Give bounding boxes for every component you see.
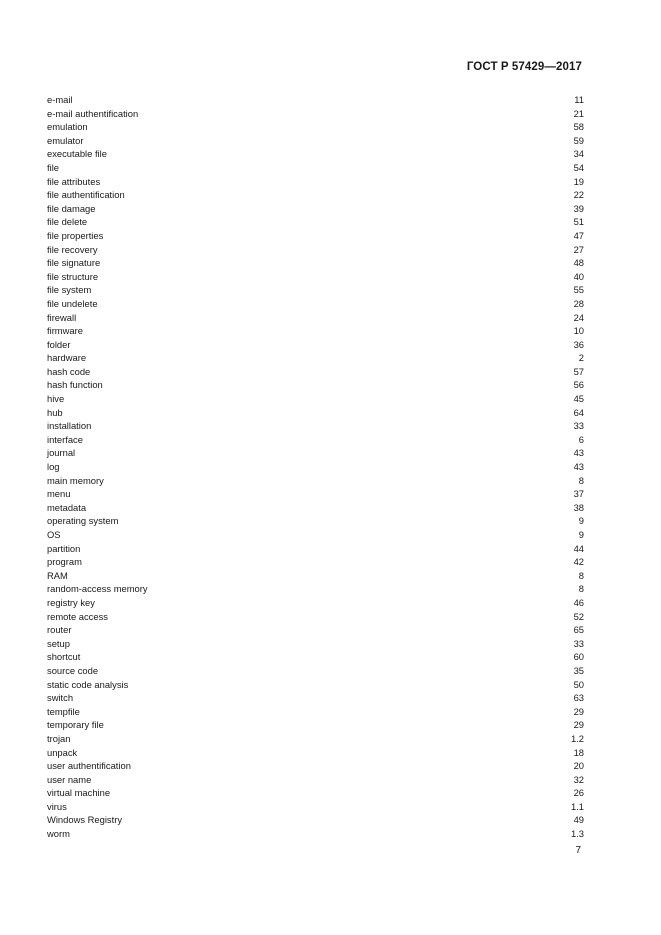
index-term: tempfile [47,705,80,717]
index-reference-number: 43 [573,447,584,459]
index-term: firmware [47,325,83,337]
index-reference-number: 19 [573,175,584,187]
index-entry [47,555,584,569]
index-reference-number: 56 [573,379,584,391]
index-entry [47,324,584,338]
index-reference-number: 20 [573,760,584,772]
index-term: unpack [47,746,78,758]
index-reference-number: 38 [573,501,584,513]
index-term: file properties [47,229,104,241]
index-term: file signature [47,257,101,269]
index-term: RAM [47,569,68,581]
index-term: hive [47,393,65,405]
index-term: file system [47,284,92,296]
index-reference-number: 33 [573,420,584,432]
index-reference-number: 10 [573,325,584,337]
index-entry [47,800,584,814]
index-term: setup [47,637,70,649]
index-term: executable file [47,148,107,160]
index-entry [47,732,584,746]
index-entry [47,487,584,501]
index-entry [47,569,584,583]
index-term: file structure [47,270,99,282]
index-entry [47,582,584,596]
index-term: main memory [47,474,104,486]
index-entry [47,120,584,134]
index-entry [47,406,584,420]
index-term: registry key [47,596,95,608]
index-entry [47,746,584,760]
document-standard-code: ГОСТ Р 57429—2017 [466,61,582,73]
index-entry [47,705,584,719]
index-term: e-mail authentification [47,107,139,119]
index-reference-number: 28 [573,297,584,309]
index-reference-number: 11 [574,94,584,105]
index-reference-number: 59 [573,134,584,146]
index-reference-number: 22 [573,189,584,201]
index-term: file damage [47,202,96,214]
index-reference-number: 18 [573,746,584,758]
index-term: file attributes [47,175,101,187]
index-term: operating system [47,515,119,527]
index-term: e-mail [47,94,73,105]
index-reference-number: 43 [573,461,584,473]
index-reference-number: 6 [578,433,584,445]
index-reference-number: 8 [578,583,584,595]
index-term: user authentification [47,760,131,772]
index-entry [47,542,584,556]
index-reference-number: 54 [573,161,584,173]
index-reference-number: 24 [573,311,584,323]
index-term: folder [47,338,71,350]
index-entry [47,134,584,148]
index-term: switch [47,692,74,704]
index-term: file undelete [47,297,98,309]
index-entry [47,446,584,460]
index-entry [47,107,584,121]
index-entry [47,678,584,692]
index-entry [47,637,584,651]
index-reference-number: 33 [573,637,584,649]
index-reference-number: 34 [573,148,584,160]
index-reference-number: 29 [573,705,584,717]
index-entry [47,188,584,202]
index-reference-number: 1.2 [570,732,584,744]
index-term: emulation [47,121,88,133]
index-reference-number: 39 [573,202,584,214]
index-term: temporary file [47,719,104,731]
index-reference-number: 8 [578,474,584,486]
index-reference-number: 65 [573,624,584,636]
index-term: file authentification [47,189,125,201]
index-term: menu [47,488,71,500]
page-number: 7 [575,845,581,856]
index-reference-number: 1.1 [570,800,584,812]
index-entry [47,786,584,800]
index-term: file delete [47,216,88,228]
index-reference-number: 60 [573,651,584,663]
alphabetical-index [47,93,584,841]
index-entry [47,378,584,392]
index-entry [47,664,584,678]
index-reference-number: 55 [573,284,584,296]
index-reference-number: 51 [573,216,584,228]
index-term: hash function [47,379,103,391]
index-term: hash code [47,365,91,377]
index-reference-number: 9 [578,515,584,527]
index-entry [47,759,584,773]
index-entry [47,718,584,732]
index-term: OS [47,529,61,540]
index-entry [47,433,584,447]
index-entry [47,311,584,325]
index-term: trojan [47,732,71,744]
index-reference-number: 2 [578,352,584,364]
index-term: hardware [47,352,87,364]
index-reference-number: 57 [573,365,584,377]
index-term: emulator [47,134,84,146]
index-term: Windows Registry [47,814,123,826]
index-reference-number: 36 [573,338,584,350]
index-entry [47,460,584,474]
index-reference-number: 47 [573,229,584,241]
index-reference-number: 49 [573,814,584,826]
index-entry [47,147,584,161]
index-term: source code [47,664,99,676]
index-reference-number: 9 [578,529,584,540]
index-entry [47,351,584,365]
index-reference-number: 1.3 [570,828,584,840]
index-reference-number: 63 [573,692,584,704]
index-entry [47,365,584,379]
index-term: worm [47,828,70,840]
index-entry [47,338,584,352]
index-term: file recovery [47,243,98,255]
index-entry [47,419,584,433]
index-reference-number: 8 [578,569,584,581]
index-entry [47,256,584,270]
index-entry [47,773,584,787]
index-entry [47,202,584,216]
index-reference-number: 44 [573,542,584,554]
index-entry [47,175,584,189]
index-term: interface [47,433,83,445]
index-term: router [47,624,72,636]
index-reference-number: 32 [573,773,584,785]
index-term: program [47,556,82,568]
index-term: static code analysis [47,678,129,690]
index-entry [47,623,584,637]
index-reference-number: 46 [573,596,584,608]
index-reference-number: 29 [573,719,584,731]
index-entry [47,691,584,705]
index-reference-number: 58 [573,121,584,133]
index-entry [47,514,584,528]
index-entry [47,215,584,229]
index-term: firewall [47,311,77,323]
index-reference-number: 64 [573,406,584,418]
index-entry [47,827,584,841]
index-entry [47,528,584,542]
index-term: random-access memory [47,583,148,595]
index-term: file [47,161,59,173]
index-entry [47,297,584,311]
index-term: installation [47,420,92,432]
index-reference-number: 52 [573,610,584,622]
index-term: user name [47,773,92,785]
index-term: partition [47,542,81,554]
index-reference-number: 42 [573,556,584,568]
index-entry [47,474,584,488]
index-reference-number: 37 [573,488,584,500]
index-reference-number: 26 [573,787,584,799]
index-reference-number: 40 [573,270,584,282]
index-entry [47,650,584,664]
index-reference-number: 27 [573,243,584,255]
index-term: shortcut [47,651,81,663]
index-term: virtual machine [47,787,111,799]
index-entry [47,596,584,610]
index-term: hub [47,406,63,418]
index-entry [47,229,584,243]
index-entry [47,161,584,175]
index-entry [47,501,584,515]
index-entry [47,610,584,624]
index-entry [47,813,584,827]
index-reference-number: 50 [573,678,584,690]
index-term: virus [47,800,67,812]
index-term: journal [47,447,76,459]
index-entry [47,93,584,107]
index-term: remote access [47,610,108,622]
index-reference-number: 21 [573,107,584,119]
index-entry [47,392,584,406]
index-term: log [47,461,60,473]
index-reference-number: 45 [573,393,584,405]
index-reference-number: 48 [573,257,584,269]
index-term: metadata [47,501,87,513]
index-entry [47,270,584,284]
index-entry [47,243,584,257]
index-entry [47,283,584,297]
index-reference-number: 35 [573,664,584,676]
